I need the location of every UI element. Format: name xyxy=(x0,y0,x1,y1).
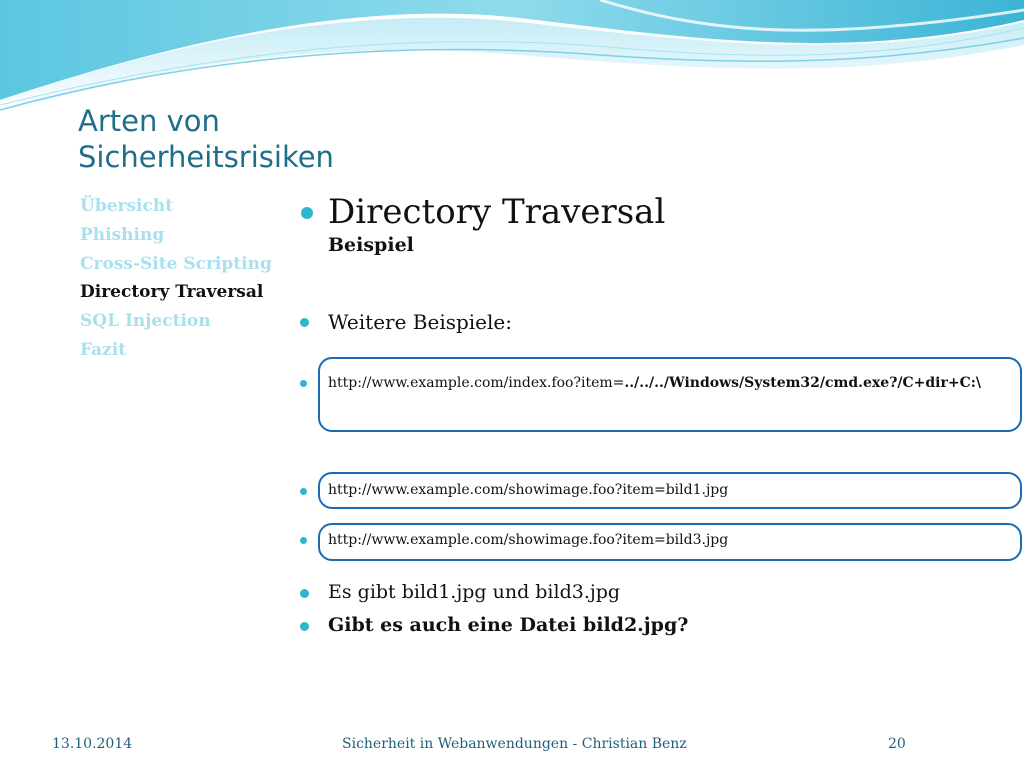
point1-text: Es gibt bild1.jpg und bild3.jpg xyxy=(328,581,621,603)
url2-text: http://www.example.com/showimage.foo?item=bild1.jpg xyxy=(328,482,729,498)
url1-payload: ../../../Windows/System32/cmd.exe?/C+dir+C:\ xyxy=(624,375,982,391)
nav-item-sql-injection[interactable]: SQL Injection xyxy=(80,311,211,332)
bullet-icon xyxy=(300,589,309,598)
nav-item-fazit[interactable]: Fazit xyxy=(80,339,127,360)
url3-text: http://www.example.com/showimage.foo?item=bild3.jpg xyxy=(328,532,729,548)
nav-item-phishing[interactable]: Phishing xyxy=(80,224,165,245)
bullet-icon xyxy=(300,622,309,631)
bullet-icon xyxy=(300,318,309,327)
bullet-icon xyxy=(300,537,307,544)
url1-highlight-box xyxy=(318,357,1022,432)
content-heading xyxy=(300,190,665,256)
heading-main: Directory Traversal xyxy=(328,192,666,232)
section-nav xyxy=(80,192,280,365)
bullet-icon xyxy=(300,380,307,387)
header-wave-decoration xyxy=(0,0,1024,120)
heading-sub: Beispiel xyxy=(328,234,414,256)
point2-text: Gibt es auch eine Datei bild2.jpg? xyxy=(328,614,689,636)
nav-item-xss[interactable]: Cross-Site Scripting xyxy=(80,253,272,274)
footer-title: Sicherheit in Webanwendungen - Christian Benz xyxy=(342,736,687,752)
footer-page-number: 20 xyxy=(888,736,906,752)
url1-text xyxy=(328,375,981,391)
slide-title-line1: Arten von xyxy=(78,104,220,138)
bullet-icon xyxy=(300,488,307,495)
footer-date: 13.10.2014 xyxy=(52,736,133,752)
nav-item-directory-traversal[interactable]: Directory Traversal xyxy=(80,282,264,303)
slide-title-line2: Sicherheitsrisiken xyxy=(78,140,334,174)
slide-title xyxy=(78,103,334,175)
nav-item-uebersicht[interactable]: Übersicht xyxy=(80,196,174,216)
url1-prefix: http://www.example.com/index.foo?item= xyxy=(328,375,625,391)
more-examples-text: Weitere Beispiele: xyxy=(328,310,512,334)
